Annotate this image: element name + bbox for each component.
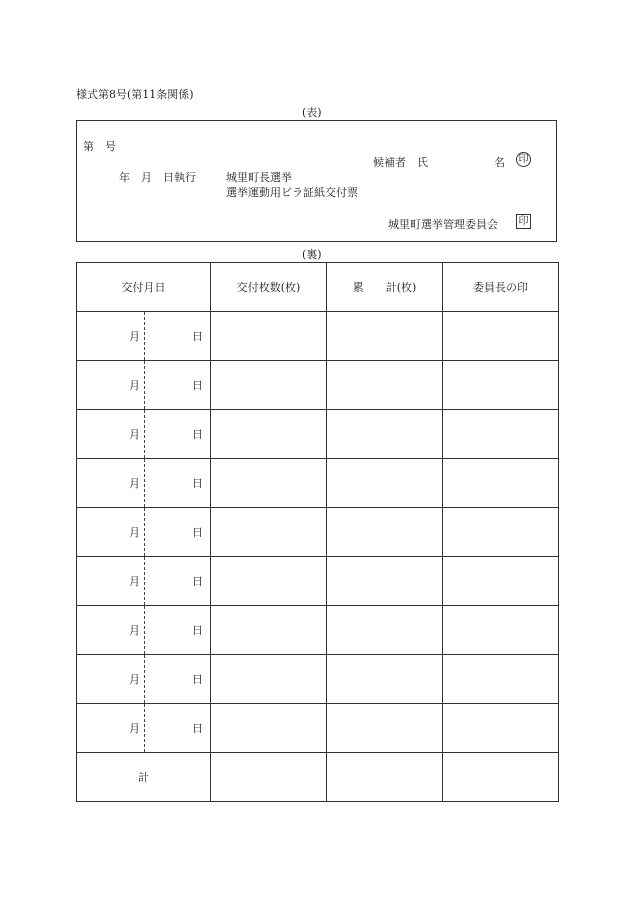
cumulative-cell[interactable]	[327, 508, 443, 557]
month-label: 月	[129, 330, 140, 343]
cumulative-cell[interactable]	[327, 361, 443, 410]
count-cell[interactable]	[211, 606, 327, 655]
certificate-title: 選挙運動用ビラ証紙交付票	[226, 186, 358, 199]
seal-cell[interactable]	[443, 410, 559, 459]
day-label: 日	[192, 673, 203, 686]
date-divider	[144, 508, 145, 556]
number-label: 第 号	[83, 140, 116, 153]
table-row	[77, 557, 559, 606]
date-cell[interactable]	[77, 508, 211, 557]
header-date: 交付月日	[77, 263, 211, 312]
seal-cell[interactable]	[443, 557, 559, 606]
date-divider	[144, 655, 145, 703]
month-label: 月	[129, 477, 140, 490]
table-row	[77, 361, 559, 410]
day-label: 日	[192, 330, 203, 343]
seal-cell[interactable]	[443, 508, 559, 557]
name-label: 名	[494, 156, 505, 169]
seal-cell[interactable]	[443, 704, 559, 753]
seal-cell[interactable]	[443, 655, 559, 704]
committee-label: 城里町選挙管理委員会	[388, 218, 498, 231]
seal-cell[interactable]	[443, 459, 559, 508]
table-row	[77, 704, 559, 753]
day-label: 日	[192, 526, 203, 539]
count-cell[interactable]	[211, 508, 327, 557]
cumulative-cell[interactable]	[327, 704, 443, 753]
month-label: 月	[129, 673, 140, 686]
cumulative-cell[interactable]	[327, 312, 443, 361]
certificate-front	[76, 120, 557, 242]
cumulative-cell[interactable]	[327, 459, 443, 508]
issuance-table	[76, 262, 559, 802]
date-divider	[144, 361, 145, 409]
candidate-label: 候補者 氏	[373, 156, 428, 169]
seal-cell[interactable]	[443, 606, 559, 655]
date-cell[interactable]	[77, 459, 211, 508]
month-label: 月	[129, 428, 140, 441]
date-cell[interactable]	[77, 312, 211, 361]
day-label: 日	[192, 477, 203, 490]
date-cell[interactable]	[77, 557, 211, 606]
cumulative-cell[interactable]	[327, 655, 443, 704]
cumulative-cell[interactable]	[327, 410, 443, 459]
count-cell[interactable]	[211, 557, 327, 606]
count-cell[interactable]	[211, 655, 327, 704]
day-label: 日	[192, 722, 203, 735]
month-label: 月	[129, 575, 140, 588]
month-label: 月	[129, 624, 140, 637]
table-row	[77, 655, 559, 704]
total-count-cell[interactable]	[211, 753, 327, 802]
table-row	[77, 410, 559, 459]
total-row	[77, 753, 559, 802]
candidate-seal-icon: 印	[516, 152, 531, 167]
seal-cell[interactable]	[443, 312, 559, 361]
date-divider	[144, 606, 145, 654]
day-label: 日	[192, 575, 203, 588]
header-chair-seal: 委員長の印	[443, 263, 559, 312]
day-label: 日	[192, 624, 203, 637]
total-seal-cell[interactable]	[443, 753, 559, 802]
committee-seal-icon: 印	[516, 214, 531, 229]
month-label: 月	[129, 526, 140, 539]
date-divider	[144, 459, 145, 507]
form-title: 様式第8号(第11条関係)	[76, 88, 194, 101]
cumulative-cell[interactable]	[327, 557, 443, 606]
date-divider	[144, 557, 145, 605]
table-row	[77, 508, 559, 557]
day-label: 日	[192, 428, 203, 441]
count-cell[interactable]	[211, 410, 327, 459]
date-divider	[144, 704, 145, 752]
count-cell[interactable]	[211, 361, 327, 410]
header-cumulative: 累 計(枚)	[327, 263, 443, 312]
total-cumulative-cell[interactable]	[327, 753, 443, 802]
cumulative-cell[interactable]	[327, 606, 443, 655]
date-divider	[144, 312, 145, 360]
month-label: 月	[129, 722, 140, 735]
date-cell[interactable]	[77, 606, 211, 655]
back-section-label: (裏)	[302, 248, 322, 261]
table-header-row	[77, 263, 559, 312]
count-cell[interactable]	[211, 459, 327, 508]
election-name: 城里町長選挙	[226, 171, 292, 184]
date-cell[interactable]	[77, 655, 211, 704]
total-label: 計	[77, 753, 211, 802]
header-count: 交付枚数(枚)	[211, 263, 327, 312]
date-cell[interactable]	[77, 361, 211, 410]
table-row	[77, 459, 559, 508]
month-label: 月	[129, 379, 140, 392]
front-section-label: (表)	[302, 106, 322, 119]
execution-date-label: 年 月 日執行	[119, 171, 196, 184]
table-row	[77, 606, 559, 655]
count-cell[interactable]	[211, 704, 327, 753]
seal-cell[interactable]	[443, 361, 559, 410]
table-row	[77, 312, 559, 361]
date-cell[interactable]	[77, 704, 211, 753]
date-cell[interactable]	[77, 410, 211, 459]
date-divider	[144, 410, 145, 458]
count-cell[interactable]	[211, 312, 327, 361]
day-label: 日	[192, 379, 203, 392]
